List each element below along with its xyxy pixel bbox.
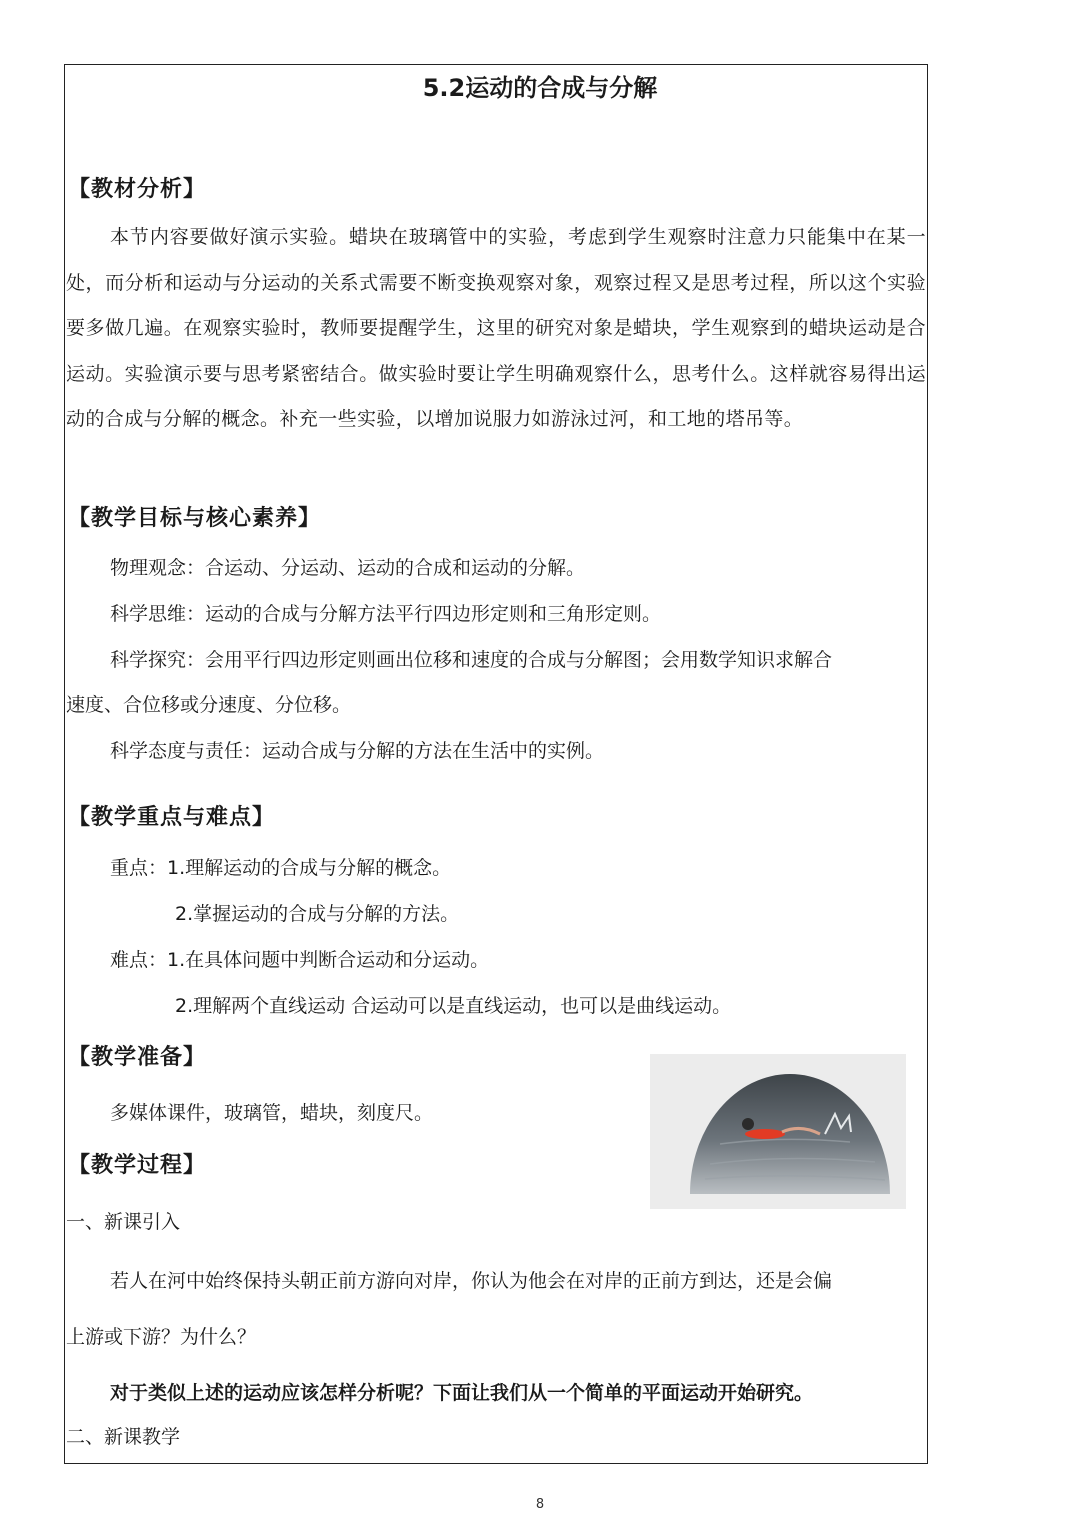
key-point-item: 2.掌握运动的合成与分解的方法。 [175, 903, 460, 925]
heading-process: 【教学过程】 [68, 1153, 207, 1178]
goal-item: 科学思维：运动的合成与分解方法平行四边形定则和三角形定则。 [110, 603, 662, 625]
goal-item: 科学探究：会用平行四边形定则画出位移和速度的合成与分解图；会用数学知识求解合 [110, 649, 833, 671]
transition-sentence: 对于类似上述的运动应该怎样分析呢？下面让我们从一个简单的平面运动开始研究。 [110, 1382, 814, 1404]
heading-key-points: 【教学重点与难点】 [68, 805, 276, 830]
heading-goals: 【教学目标与核心素养】 [68, 506, 322, 531]
prep-materials: 多媒体课件，玻璃管，蜡块，刻度尺。 [110, 1102, 434, 1124]
swimmer-illustration [650, 1054, 906, 1209]
intro-question-line1: 若人在河中始终保持头朝正前方游向对岸，你认为他会在对岸的正前方到达，还是会偏 [110, 1270, 833, 1292]
swimmer-photo [650, 1054, 906, 1209]
page-title: 5.2运动的合成与分解 [422, 74, 658, 102]
intro-question-line2: 上游或下游？为什么？ [66, 1326, 257, 1348]
heading-analysis: 【教材分析】 [68, 177, 207, 202]
analysis-paragraph: 本节内容要做好演示实验。蜡块在玻璃管中的实验，考虑到学生观察时注意力只能集中在某一处，而分析和运动与分运动的关系式需要不断变换观察对象，观察过程又是思考过程，所以这个实验要多做几遍。在观察实验时，教师要提醒学生，这里的研究对象是蜡块，学生观察到的蜡块运动是合运动。实验演示要与思考紧密结合。做实验时要让学生明确观察什么，思考什么。这样就容易得出运动的合成与分解的概念。补充一些实验，以增加说服力如游泳过河，和工地的塔吊等。 [66, 226, 926, 431]
subheading-new-lesson: 二、新课教学 [66, 1426, 181, 1448]
goal-item: 物理观念：合运动、分运动、运动的合成和运动的分解。 [110, 557, 586, 579]
heading-prep: 【教学准备】 [68, 1045, 207, 1070]
key-point-item: 重点：1.理解运动的合成与分解的概念。 [110, 857, 452, 879]
goal-item-continuation: 速度、合位移或分速度、分位移。 [66, 694, 352, 716]
subheading-intro: 一、新课引入 [66, 1211, 181, 1233]
page-number: 8 [535, 1497, 545, 1512]
difficulty-item: 2.理解两个直线运动 合运动可以是直线运动，也可以是曲线运动。 [175, 995, 732, 1017]
goal-item: 科学态度与责任：运动合成与分解的方法在生活中的实例。 [110, 740, 605, 762]
difficulty-item: 难点：1.在具体问题中判断合运动和分运动。 [110, 949, 490, 971]
